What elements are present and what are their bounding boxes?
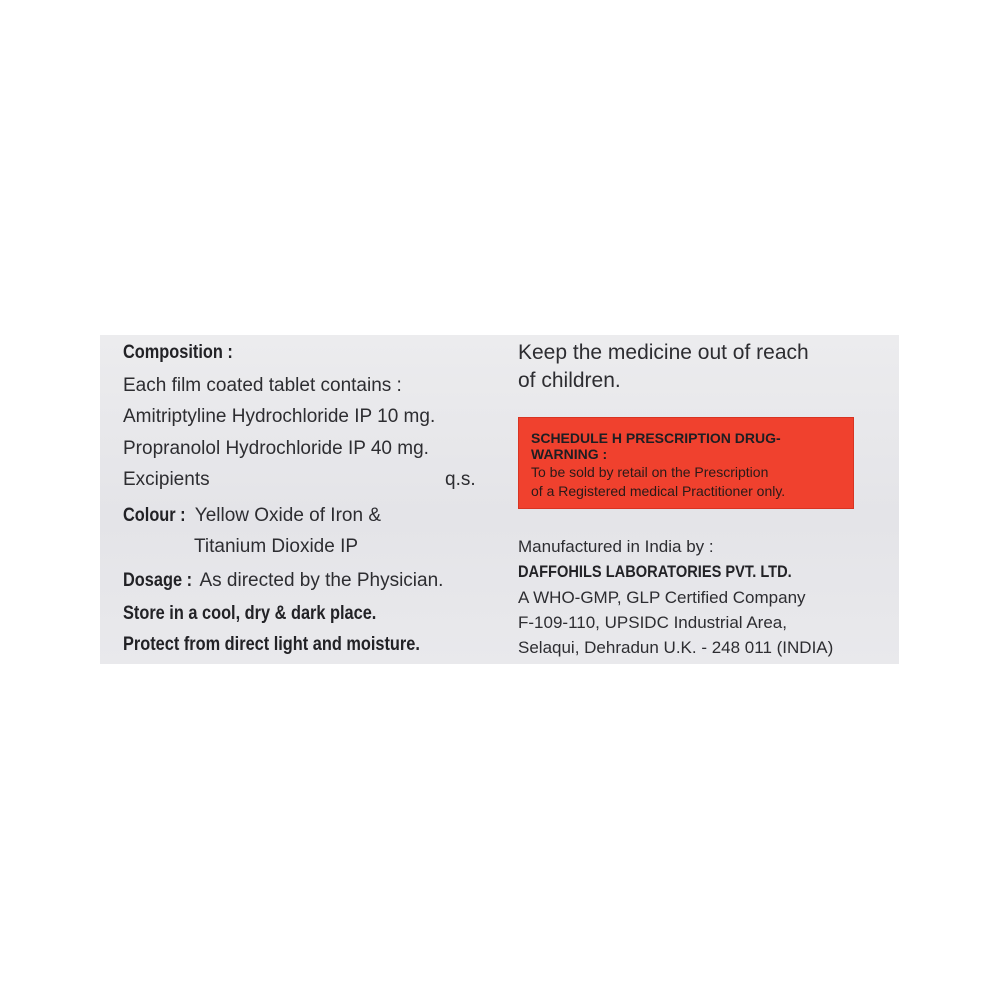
warning-title-line2: WARNING : (531, 446, 608, 462)
colour-label: Colour : (123, 505, 186, 526)
manufacturer-certification: A WHO-GMP, GLP Certified Company (518, 588, 806, 607)
warning-text-line1: To be sold by retail on the Prescription (531, 464, 769, 480)
warning-text-line2: of a Registered medical Practitioner only. (531, 483, 786, 499)
colour-row (123, 504, 381, 528)
colour-line1: Yellow Oxide of Iron & (189, 505, 381, 526)
ingredient-propranolol: Propranolol Hydrochloride IP 40 mg. (123, 438, 429, 459)
excipients-row (123, 468, 210, 492)
dosage-row (123, 569, 443, 593)
keep-away-line1: Keep the medicine out of reach (518, 341, 809, 364)
schedule-h-warning-box (518, 417, 854, 509)
composition-heading: Composition : (123, 342, 233, 363)
manufacturer-address-line2: Selaqui, Dehradun U.K. - 248 011 (INDIA) (518, 638, 834, 657)
medicine-box-back-panel (100, 335, 899, 664)
warning-title-line1: SCHEDULE H PRESCRIPTION DRUG- (531, 430, 781, 446)
excipients-label: Excipients (123, 469, 210, 490)
dosage-label: Dosage : (123, 570, 193, 591)
excipients-value: q.s. (445, 469, 476, 490)
storage-instruction: Store in a cool, dry & dark place. (123, 603, 377, 624)
manufacturer-intro: Manufactured in India by : (518, 537, 714, 556)
keep-away-line2: of children. (518, 369, 621, 392)
dosage-text: As directed by the Physician. (195, 570, 444, 591)
ingredient-amitriptyline: Amitriptyline Hydrochloride IP 10 mg. (123, 406, 436, 427)
colour-line2: Titanium Dioxide IP (194, 536, 359, 557)
composition-intro: Each film coated tablet contains : (123, 375, 402, 396)
manufacturer-name: DAFFOHILS LABORATORIES PVT. LTD. (518, 562, 792, 581)
manufacturer-address-line1: F-109-110, UPSIDC Industrial Area, (518, 613, 787, 632)
protect-instruction: Protect from direct light and moisture. (123, 634, 420, 655)
